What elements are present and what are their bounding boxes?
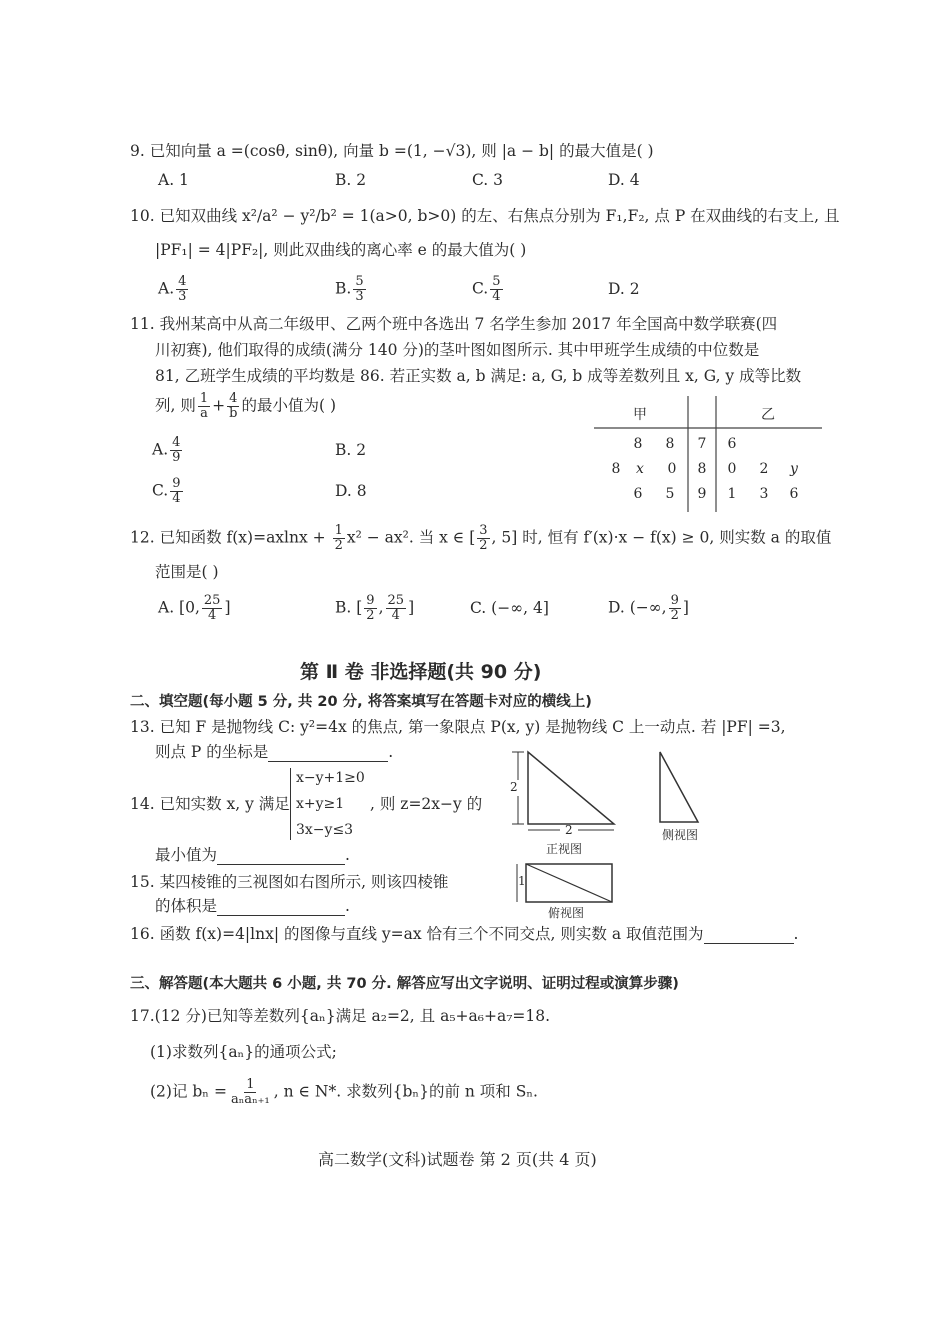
top-view-label: 俯视图 bbox=[548, 906, 585, 920]
q9-option-d: D. 4 bbox=[608, 171, 640, 189]
part2-title: 第 Ⅱ 卷 非选择题(共 90 分) bbox=[300, 661, 542, 683]
q12-option-a: A. [0, $\frac{25}{4}$ ] bbox=[158, 593, 231, 623]
leaf-right-r1-c1: 2 bbox=[759, 461, 769, 477]
leaf-left-r1-c2: 0 bbox=[667, 461, 677, 477]
side-view-label: 侧视图 bbox=[662, 828, 699, 842]
q9-stem: 9. 已知向量 a =(cosθ, sinθ), 向量 b =(1, −√3), 则 |a − b| 的最大值是( ) bbox=[130, 142, 654, 160]
q14-constraint-2: x+y≥1 bbox=[296, 796, 345, 812]
q10-option-a: A. $\frac{4}{3}$ bbox=[158, 274, 187, 304]
q10-option-c: C. $\frac{5}{4}$ bbox=[472, 274, 501, 304]
q14-pre: 14. 已知实数 x, y 满足 bbox=[130, 795, 290, 813]
q17-part1: (1)求数列{aₙ}的通项公式; bbox=[150, 1043, 337, 1061]
front-view-label: 正视图 bbox=[546, 842, 583, 856]
q15-answer-blank bbox=[217, 899, 345, 916]
leaf-left-r2-c1: 5 bbox=[665, 486, 675, 502]
leaf-left-r0-c1: 8 bbox=[665, 436, 675, 452]
q15-line2: 的体积是 . bbox=[155, 897, 350, 915]
stem-leaf-header-left: 甲 bbox=[633, 407, 647, 423]
q14-post: , 则 z=2x−y 的 bbox=[370, 795, 483, 813]
leaf-right-r2-c0: 1 bbox=[727, 486, 737, 502]
q16-answer-blank bbox=[704, 927, 794, 944]
leaf-right-r2-c2: 6 bbox=[789, 486, 799, 502]
q15-line1: 15. 某四棱锥的三视图如右图所示, 则该四棱锥 bbox=[130, 873, 449, 891]
q14-constraint-1: x−y+1≥0 bbox=[296, 770, 365, 786]
q14-constraint-3: 3x−y≤3 bbox=[296, 822, 354, 838]
leaf-right-r0-c0: 6 bbox=[727, 436, 737, 452]
q12-option-d: D. (−∞, $\frac{9}{2}$ ] bbox=[608, 593, 689, 623]
q10-option-b: B. $\frac{5}{3}$ bbox=[335, 274, 364, 304]
q10-stem-line1: 10. 已知双曲线 x²/a² − y²/b² = 1(a>0, b>0) 的左、右焦点分别为 F₁,F₂, 点 P 在双曲线的右支上, 且 bbox=[130, 207, 840, 225]
stem-r0: 7 bbox=[697, 436, 707, 452]
leaf-left-r1-c1: x bbox=[636, 461, 644, 477]
stem-r1: 8 bbox=[697, 461, 707, 477]
q11-line2: 川初赛), 他们取得的成绩(满分 140 分)的茎叶图如图所示. 其中甲班学生成绩的中位数是 bbox=[155, 341, 760, 359]
section3-title: 三、解答题(本大题共 6 小题, 共 70 分. 解答应写出文字说明、证明过程或演算步骤) bbox=[130, 976, 679, 992]
stem-leaf-header-right: 乙 bbox=[761, 407, 775, 423]
q9-option-b: B. 2 bbox=[335, 171, 367, 189]
q14-line2: 最小值为 . bbox=[155, 846, 350, 864]
leaf-right-r1-c0: 0 bbox=[727, 461, 737, 477]
q12-option-c: C. (−∞, 4] bbox=[470, 599, 549, 617]
q12-option-b: B. [ $\frac{9}{2}$ , $\frac{25}{4}$ ] bbox=[335, 593, 415, 623]
leaf-right-r2-c1: 3 bbox=[759, 486, 769, 502]
stem-r2: 9 bbox=[697, 486, 707, 502]
leaf-left-r0-c0: 8 bbox=[633, 436, 643, 452]
q11-option-d: D. 8 bbox=[335, 482, 367, 500]
q12-line2: 范围是( ) bbox=[155, 563, 219, 581]
leaf-left-r2-c0: 6 bbox=[633, 486, 643, 502]
top-view-diagonal bbox=[526, 864, 612, 902]
q11-option-b: B. 2 bbox=[335, 441, 367, 459]
q9-option-a: A. 1 bbox=[158, 171, 189, 189]
leaf-right-r1-c2: y bbox=[790, 461, 798, 477]
q12-line1: 12. 已知函数 f(x)=axlnx + $\frac{1}{2}$ x² − ax². 当 x ∈ [ $\frac{3}{2}$ , 5] 时, 恒有 f′(x)·x − f(x) ≥ 0, 则实数 a 的取值 bbox=[130, 523, 832, 553]
q10-option-d: D. 2 bbox=[608, 280, 640, 298]
q13-line2: 则点 P 的坐标是 . bbox=[155, 743, 394, 761]
q13-line1: 13. 已知 F 是抛物线 C: y²=4x 的焦点, 第一象限点 P(x, y) 是抛物线 C 上一动点. 若 |PF| =3, bbox=[130, 718, 786, 736]
side-view-triangle bbox=[660, 752, 698, 822]
q9-option-c: C. 3 bbox=[472, 171, 504, 189]
page-footer: 高二数学(文科)试题卷 第 2 页(共 4 页) bbox=[318, 1150, 597, 1169]
top-view-height: 1 bbox=[518, 874, 526, 888]
q11-line3: 81, 乙班学生成绩的平均数是 86. 若正实数 a, b 满足: a, G, b 成等差数列且 x, G, y 成等比数 bbox=[155, 367, 802, 385]
q11-option-a: A. $\frac{4}{9}$ bbox=[152, 435, 181, 465]
front-view-triangle bbox=[528, 752, 614, 824]
q17-line1: 17.(12 分)已知等差数列{aₙ}满足 a₂=2, 且 a₅+a₆+a₇=18. bbox=[130, 1007, 551, 1025]
top-view-rect bbox=[526, 864, 612, 902]
leaf-left-r1-c0: 8 bbox=[611, 461, 621, 477]
q11-line1: 11. 我州某高中从高二年级甲、乙两个班中各选出 7 名学生参加 2017 年全国高中数学联赛(四 bbox=[130, 315, 778, 333]
q14-answer-blank bbox=[217, 848, 345, 865]
front-view-height: 2 bbox=[510, 780, 518, 794]
q11-option-c: C. $\frac{9}{4}$ bbox=[152, 476, 181, 506]
q11-line4: 列, 则 $\frac{1}{a}$ + $\frac{4}{b}$ 的最小值为( ) bbox=[155, 391, 336, 421]
section2-title: 二、填空题(每小题 5 分, 共 20 分, 将答案填写在答题卡对应的横线上) bbox=[130, 694, 592, 710]
front-view-width: 2 bbox=[565, 823, 573, 837]
q13-answer-blank bbox=[268, 745, 388, 762]
q14-brace bbox=[290, 768, 291, 840]
q10-stem-line2: |PF₁| = 4|PF₂|, 则此双曲线的离心率 e 的最大值为( ) bbox=[155, 241, 527, 259]
q17-part2: (2)记 bₙ = $\frac{1}{\text{aₙaₙ₊₁}}$ , n ∈ N*. 求数列{bₙ}的前 n 项和 Sₙ. bbox=[150, 1077, 538, 1107]
q16-text: 16. 函数 f(x)=4|lnx| 的图像与直线 y=ax 恰有三个不同交点, 则实数 a 取值范围为 . bbox=[130, 925, 799, 943]
